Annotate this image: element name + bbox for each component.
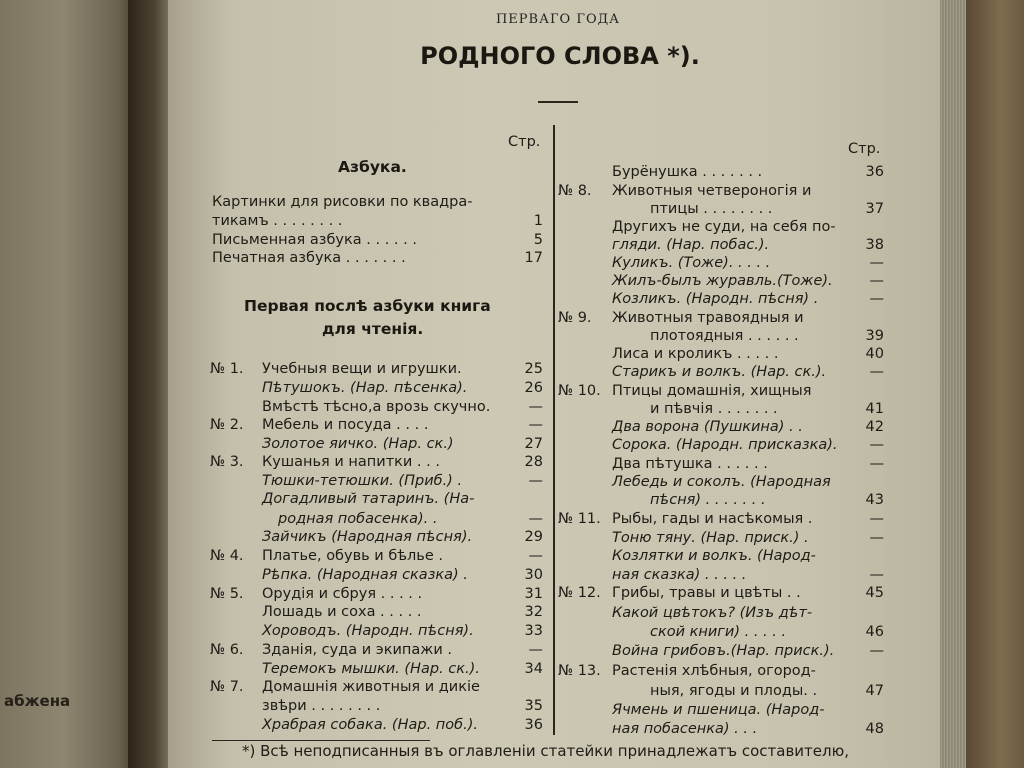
- entry-page: 26: [524, 380, 543, 396]
- entry-number: № 4.: [210, 548, 244, 564]
- margin-text: абжена: [4, 692, 71, 710]
- entry-title: Мебель и посуда . . . .: [262, 417, 429, 433]
- entry-page: 43: [865, 492, 884, 508]
- entry-title: родная побасенка). .: [278, 511, 438, 527]
- entry-title: Картинки для рисовки по квадра-: [212, 194, 473, 210]
- entry-title: Учебныя вещи и игрушки.: [262, 361, 462, 377]
- entry-number: № 6.: [210, 642, 244, 658]
- entry-page: 41: [865, 401, 884, 417]
- entry-page: —: [869, 291, 884, 307]
- entry-number: № 5.: [210, 586, 244, 602]
- entry-title: Два ворона (Пушкина) . .: [612, 419, 803, 435]
- entry-title: Сорока. (Народн. присказка).: [612, 437, 838, 453]
- entry-page: 35: [524, 698, 543, 714]
- entry-number: № 13.: [558, 663, 601, 679]
- footnote-rule: [212, 740, 430, 741]
- entry-page: 17: [524, 250, 543, 266]
- entry-title: плотоядныя . . . . . .: [650, 328, 799, 344]
- entry-page: —: [869, 437, 884, 453]
- entry-number: № 10.: [558, 383, 601, 399]
- entry-page: —: [869, 255, 884, 271]
- entry-page: 28: [524, 454, 543, 470]
- entry-page: —: [528, 399, 543, 415]
- entry-title: Козликъ. (Народн. пѣсня) .: [612, 291, 819, 307]
- entry-title: Хороводъ. (Народн. пѣсня).: [262, 623, 474, 639]
- entry-title: Рыбы, гады и насѣкомыя .: [612, 511, 813, 527]
- right-page-col-header: Стр.: [848, 141, 881, 157]
- entry-title: Два пѣтушка . . . . . .: [612, 456, 768, 472]
- section-first-book-line2: для чтенія.: [322, 320, 424, 338]
- entry-page: 25: [524, 361, 543, 377]
- entry-title: Пѣтушокъ. (Нар. пѣсенка).: [262, 380, 468, 396]
- entry-page: 29: [524, 529, 543, 545]
- entry-number: № 9.: [558, 310, 592, 326]
- entry-page: —: [869, 567, 884, 583]
- entry-page: —: [869, 643, 884, 659]
- entry-page: 37: [865, 201, 884, 217]
- entry-title: пѣсня) . . . . . . .: [650, 492, 766, 508]
- section-first-book-line1: Первая послѣ азбуки книга: [244, 297, 491, 315]
- entry-number: № 8.: [558, 183, 592, 199]
- entry-title: ная сказка) . . . . .: [612, 567, 747, 583]
- entry-title: Лиса и кроликъ . . . . .: [612, 346, 779, 362]
- entry-title: и пѣвчія . . . . . . .: [650, 401, 778, 417]
- entry-title: ской книги) . . . . .: [650, 624, 787, 640]
- entry-title: Козлятки и волкъ. (Народ-: [612, 548, 816, 564]
- entry-title: Тоню тяну. (Нар. приск.) .: [612, 530, 809, 546]
- entry-title: Зданія, суда и экипажи .: [262, 642, 452, 658]
- entry-title: Рѣпка. (Народная сказка) .: [262, 567, 468, 583]
- entry-title: птицы . . . . . . . .: [650, 201, 773, 217]
- entry-page: 40: [865, 346, 884, 362]
- entry-page: —: [869, 273, 884, 289]
- entry-page: 32: [524, 604, 543, 620]
- entry-page: —: [869, 511, 884, 527]
- entry-title: Животныя травоядныя и: [612, 310, 804, 326]
- entry-page: 34: [524, 661, 543, 677]
- entry-title: звѣри . . . . . . . .: [262, 698, 381, 714]
- entry-title: тикамъ . . . . . . . .: [212, 213, 343, 229]
- entry-title: Письменная азбука . . . . . .: [212, 232, 417, 248]
- entry-title: Бурёнушка . . . . . . .: [612, 164, 763, 180]
- entry-page: 45: [865, 585, 884, 601]
- entry-page: 46: [865, 624, 884, 640]
- entry-title: Жилъ-былъ журавль.(Тоже).: [612, 273, 833, 289]
- entry-page: —: [528, 642, 543, 658]
- entry-title: ная побасенка) . . .: [612, 721, 758, 737]
- entry-number: № 7.: [210, 679, 244, 695]
- entry-title: Какой цвѣтокъ? (Изъ дѣт-: [612, 605, 813, 621]
- entry-page: 36: [865, 164, 884, 180]
- entry-page: —: [528, 417, 543, 433]
- entry-title: Война грибовъ.(Нар. приск.).: [612, 643, 835, 659]
- header-title: РОДНОГО СЛОВА *).: [420, 42, 700, 70]
- entry-title: Вмѣстѣ тѣсно,а врозь скучно.: [262, 399, 491, 415]
- entry-page: 47: [865, 683, 884, 699]
- entry-page: —: [528, 548, 543, 564]
- entry-title: гляди. (Нар. побас.).: [612, 237, 770, 253]
- section-azbuka: Азбука.: [338, 158, 407, 176]
- title-rule: [538, 101, 578, 103]
- entry-title: Куликъ. (Тоже). . . . .: [612, 255, 771, 271]
- entry-title: Тюшки-тетюшки. (Приб.) .: [262, 473, 463, 489]
- entry-page: 31: [524, 586, 543, 602]
- entry-number: № 3.: [210, 454, 244, 470]
- left-page-col-header: Стр.: [508, 134, 541, 150]
- entry-title: Старикъ и волкъ. (Нар. ск.).: [612, 364, 827, 380]
- entry-title: Зайчикъ (Народная пѣсня).: [262, 529, 473, 545]
- entry-page: 36: [524, 717, 543, 733]
- entry-title: Теремокъ мышки. (Нар. ск.).: [262, 661, 480, 677]
- entry-title: Платье, обувь и бѣлье .: [262, 548, 443, 564]
- entry-number: № 1.: [210, 361, 244, 377]
- entry-title: Догадливый татаринъ. (На-: [262, 491, 475, 507]
- entry-page: —: [869, 456, 884, 472]
- entry-page: 30: [524, 567, 543, 583]
- entry-title: Другихъ не суди, на себя по-: [612, 219, 836, 235]
- entry-title: Животныя четвероногія и: [612, 183, 812, 199]
- entry-page: —: [528, 473, 543, 489]
- entry-title: Печатная азбука . . . . . . .: [212, 250, 406, 266]
- entry-title: Лебедь и соколъ. (Народная: [612, 474, 831, 490]
- entry-title: Орудія и сбруя . . . . .: [262, 586, 423, 602]
- entry-title: Золотое яичко. (Нар. ск.): [262, 436, 454, 452]
- column-divider: [553, 125, 555, 735]
- entry-title: Ячмень и пшеница. (Народ-: [612, 702, 825, 718]
- entry-page: —: [869, 364, 884, 380]
- entry-title: Храбрая собака. (Нар. поб.).: [262, 717, 478, 733]
- entry-title: Домашнія животныя и дикіе: [262, 679, 480, 695]
- entry-page: 38: [865, 237, 884, 253]
- entry-title: ныя, ягоды и плоды. .: [650, 683, 818, 699]
- entry-page: 27: [524, 436, 543, 452]
- left-page: [0, 0, 140, 768]
- entry-title: Грибы, травы и цвѣты . .: [612, 585, 801, 601]
- table-surface: [966, 0, 1024, 768]
- entry-number: № 11.: [558, 511, 601, 527]
- entry-page: 33: [524, 623, 543, 639]
- entry-page: —: [528, 511, 543, 527]
- header-subtitle: ПЕРВАГО ГОДА: [495, 12, 621, 27]
- entry-title: Кушанья и напитки . . .: [262, 454, 440, 470]
- footnote: *) Всѣ неподписанныя въ оглавленіи статейки принадлежатъ составителю,: [242, 742, 850, 760]
- entry-page: —: [869, 530, 884, 546]
- entry-page: 42: [865, 419, 884, 435]
- entry-page: 1: [533, 213, 543, 229]
- page-edges: [940, 0, 968, 768]
- entry-number: № 2.: [210, 417, 244, 433]
- entry-number: № 12.: [558, 585, 601, 601]
- entry-page: 39: [865, 328, 884, 344]
- entry-page: 5: [533, 232, 543, 248]
- entry-page: 48: [865, 721, 884, 737]
- entry-title: Птицы домашнія, хищныя: [612, 383, 812, 399]
- entry-title: Лошадь и соха . . . . .: [262, 604, 422, 620]
- entry-title: Растенія хлѣбныя, огород-: [612, 663, 816, 679]
